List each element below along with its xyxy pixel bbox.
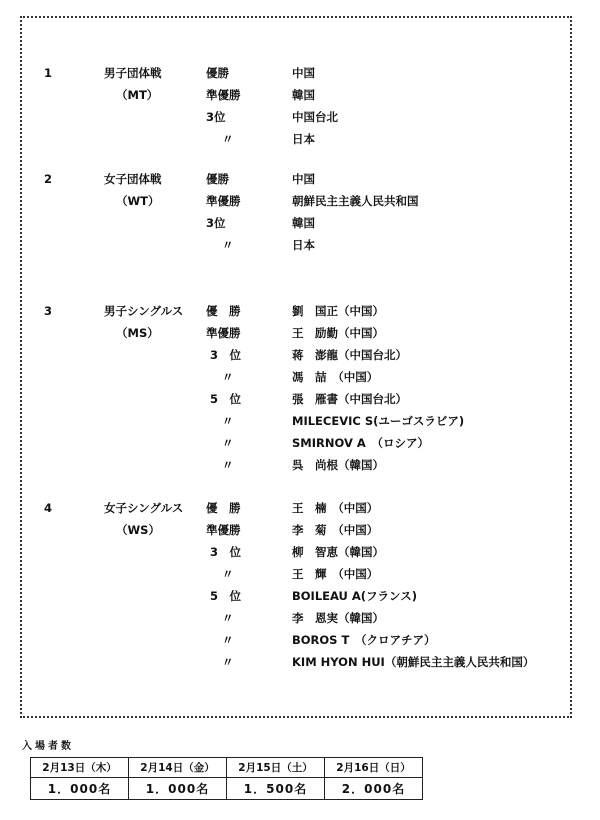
result-name: 劉 国正（中国） (292, 304, 384, 318)
result-name: SMIRNOV A （ロシア） (292, 436, 430, 450)
result-name: 柳 智恵（韓国） (292, 545, 384, 559)
rank-label: 優勝 (206, 172, 229, 186)
result-name: 日本 (292, 132, 315, 146)
event-code: （MT） (116, 88, 159, 102)
result-row (0, 234, 600, 256)
attendance-count: 2．000名 (325, 778, 423, 800)
result-name: 韓国 (292, 88, 315, 102)
event-code: （WS） (116, 523, 160, 537)
section-number: 4 (44, 501, 53, 515)
rank-label: 〃 (222, 132, 234, 146)
rank-label: 優勝 (206, 66, 229, 80)
result-row (0, 541, 600, 563)
result-name: 韓国 (292, 216, 315, 230)
result-name: 王 励勤（中国） (292, 326, 384, 340)
result-row (0, 585, 600, 607)
result-name: BOILEAU A(フランス) (292, 589, 417, 603)
rank-label: 〃 (222, 458, 234, 472)
result-name: 馮 喆 （中国） (292, 370, 379, 384)
result-row (0, 212, 600, 234)
rank-label: 〃 (222, 436, 234, 450)
result-row (0, 106, 600, 128)
result-name: 王 楠 （中国） (292, 501, 379, 515)
section-number: 2 (44, 172, 53, 186)
attendance-count: 1．000名 (31, 778, 129, 800)
result-row (0, 563, 600, 585)
result-row (0, 300, 600, 322)
result-row (0, 62, 600, 84)
rank-label: 〃 (222, 611, 234, 625)
result-name: 日本 (292, 238, 315, 252)
result-name: 李 菊 （中国） (292, 523, 379, 537)
rank-label: 〃 (222, 414, 234, 428)
rank-label: 〃 (222, 567, 234, 581)
attendance-date: 2月16日（日） (325, 758, 423, 778)
rank-label: 〃 (222, 238, 234, 252)
result-name: MILECEVIC S(ユーゴスラビア) (292, 414, 465, 428)
result-name: 中国 (292, 66, 315, 80)
result-row (0, 629, 600, 651)
attendance-date-row (31, 758, 423, 778)
event-name: 男子シングルス (104, 304, 184, 318)
result-row (0, 651, 600, 673)
result-name: KIM HYON HUI（朝鮮民主主義人民共和国） (292, 655, 535, 669)
rank-label: 3位 (206, 216, 226, 230)
result-name: 李 恩実（韓国） (292, 611, 384, 625)
rank-label: 〃 (222, 633, 234, 647)
result-name: 中国 (292, 172, 315, 186)
result-name: 王 輝 （中国） (292, 567, 379, 581)
section-number: 1 (44, 66, 53, 80)
rank-label: 優 勝 (206, 304, 241, 318)
result-row (0, 388, 600, 410)
event-name: 女子団体戦 (104, 172, 162, 186)
rank-label: 3 位 (210, 545, 242, 559)
rank-label: 〃 (222, 370, 234, 384)
rank-label: 5 位 (210, 392, 242, 406)
result-row (0, 607, 600, 629)
result-row (0, 168, 600, 190)
rank-label: 5 位 (210, 589, 242, 603)
rank-label: 準優勝 (206, 326, 241, 340)
attendance-date: 2月15日（土） (227, 758, 325, 778)
rank-label: 準優勝 (206, 523, 241, 537)
result-row (0, 344, 600, 366)
result-name: BOROS T （クロアチア） (292, 633, 436, 647)
rank-label: 〃 (222, 655, 234, 669)
event-name: 女子シングルス (104, 501, 184, 515)
result-row (0, 322, 600, 344)
attendance-title: 入場者数 (22, 741, 74, 752)
result-name: 蒋 澎龍（中国台北） (292, 348, 407, 362)
result-name: 呉 尚根（韓国） (292, 458, 384, 472)
rank-label: 3 位 (210, 348, 242, 362)
section-number: 3 (44, 304, 53, 318)
result-row (0, 128, 600, 150)
result-name: 張 雁書（中国台北） (292, 392, 407, 406)
attendance-table (30, 757, 423, 800)
result-row (0, 519, 600, 541)
attendance-count-row (31, 778, 423, 800)
event-code: （MS） (116, 326, 159, 340)
rank-label: 3位 (206, 110, 226, 124)
result-row (0, 190, 600, 212)
rank-label: 準優勝 (206, 88, 241, 102)
result-row (0, 432, 600, 454)
result-name: 中国台北 (292, 110, 338, 124)
attendance-count: 1．500名 (227, 778, 325, 800)
attendance-date: 2月14日（金） (129, 758, 227, 778)
attendance-count: 1．000名 (129, 778, 227, 800)
result-name: 朝鮮民主主義人民共和国 (292, 194, 419, 208)
result-row (0, 84, 600, 106)
result-row (0, 410, 600, 432)
event-name: 男子団体戦 (104, 66, 162, 80)
rank-label: 準優勝 (206, 194, 241, 208)
result-row (0, 497, 600, 519)
event-code: （WT） (116, 194, 160, 208)
result-row (0, 366, 600, 388)
result-row (0, 454, 600, 476)
rank-label: 優 勝 (206, 501, 241, 515)
attendance-date: 2月13日（木） (31, 758, 129, 778)
